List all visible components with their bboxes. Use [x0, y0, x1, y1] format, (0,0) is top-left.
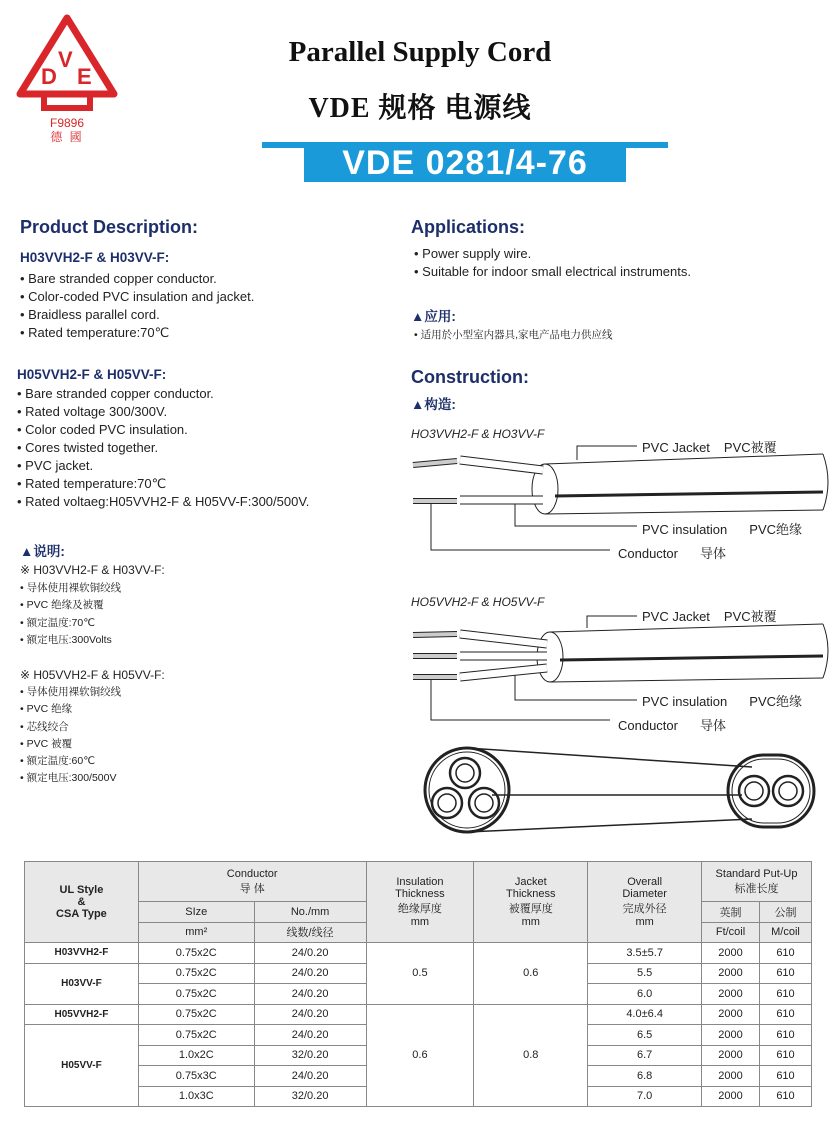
product-description-heading: Product Description: [20, 217, 199, 237]
list-item: • PVC jacket. [17, 458, 94, 473]
diagram2-title: HO5VVH2-F & HO5VV-F [411, 595, 545, 609]
header-insulation: Insulation Thickness 绝缘厚度 mm [366, 862, 474, 943]
cross-section-diagram [412, 745, 822, 845]
list-item: • Rated temperature:70℃ [20, 325, 170, 340]
list-item: • PVC 绝缘 [20, 703, 73, 716]
label-pvc-jacket-1: PVC Jacket PVC被覆 [642, 440, 777, 455]
page-title-cn: VDE 规格 电源线 [308, 93, 532, 124]
table-row: 0.75x3C 24/0.20 6.8 2000 610 [25, 1066, 812, 1087]
list-item: • 额定温度:60℃ [20, 755, 95, 768]
header-jacket: Jacket Thickness 被覆厚度 mm [474, 862, 588, 943]
list-item: • Power supply wire. [414, 246, 532, 261]
table-header-row [25, 862, 812, 902]
header-m: 公制 [759, 902, 811, 923]
diagram1-title: HO3VVH2-F & HO3VV-F [411, 427, 545, 441]
table-row: H03VV-F 0.75x2C 24/0.20 5.5 2000 610 [25, 963, 812, 984]
header-style: UL Style & CSA Type [25, 862, 139, 943]
table-row: 1.0x3C 32/0.20 7.0 2000 610 [25, 1086, 812, 1107]
list-item: • 芯线绞合 [20, 720, 69, 733]
logo-letter-v: V [58, 47, 73, 72]
list-item: • Rated voltage 300/300V. [17, 404, 168, 419]
list-item: • Braidless parallel cord. [20, 307, 160, 322]
list-item: • Suitable for indoor small electrical instruments. [414, 264, 691, 279]
table-row: H05VVH2-F 0.75x2C 24/0.20 0.6 0.8 4.0±6.4 2000 610 [25, 1004, 812, 1025]
list-item: • 导体使用裸软铜绞线 [20, 582, 122, 594]
list-item: • PVC 被覆 [20, 737, 73, 750]
list-item: • 导体使用裸软铜绞线 [20, 686, 122, 698]
list-item: • Rated temperature:70℃ [17, 476, 167, 491]
notes-group2-list [20, 684, 121, 788]
header-ft: 英制 [702, 902, 760, 923]
table-row: H03VVH2-F 0.75x2C 24/0.20 0.5 0.6 3.5±5.7 2000 610 [25, 943, 812, 964]
list-item: • Cores twisted together. [17, 440, 159, 455]
header-size: SIze [138, 902, 254, 923]
list-item: • Rated voltaeg:H05VVH2-F & H05VV-F:300/500V. [17, 494, 310, 509]
applications-list [414, 245, 691, 281]
spec-table [24, 861, 812, 1107]
notes-group1-list [20, 580, 121, 649]
table-row: H05VV-F 0.75x2C 24/0.20 6.5 2000 610 [25, 1025, 812, 1046]
list-item: • Color-coded PVC insulation and jacket. [20, 289, 255, 304]
construction-heading: Construction: [411, 367, 529, 387]
logo-code: F9896 [49, 116, 85, 130]
logo-letter-d: D [41, 64, 57, 89]
header-m-unit: M/coil [759, 922, 811, 943]
logo-subtitle: 德 國 [50, 130, 84, 144]
list-item: • 额定温度:70℃ [20, 616, 95, 629]
construction-cn-heading: ▲构造: [411, 397, 456, 412]
header-putup: Standard Put-Up 标准长度 [702, 862, 812, 902]
list-item: • 适用於小型室内器具,家电产品电力供应线 [414, 329, 613, 341]
label-pvc-insulation-1: PVC insulation PVC绝缘 [642, 522, 803, 537]
label-pvc-insulation-2: PVC insulation PVC绝缘 [642, 694, 803, 709]
label-conductor-1: Conductor 导体 [618, 546, 726, 561]
list-item: • Color coded PVC insulation. [17, 422, 188, 437]
standard-banner: VDE 0281/4-76 [304, 142, 626, 182]
group1-list [20, 270, 254, 342]
notes-cn-heading: ▲说明: [20, 544, 65, 559]
table-row: 0.75x2C 24/0.20 6.0 2000 610 [25, 984, 812, 1005]
header-ft-unit: Ft/coil [702, 922, 760, 943]
page-title: Parallel Supply Cord [288, 36, 552, 68]
applications-heading: Applications: [411, 217, 526, 237]
header-no-cn: 线数/线径 [254, 922, 366, 943]
applications-cn-heading: ▲应用: [411, 309, 456, 324]
group2-list [17, 385, 309, 511]
header-no: No./mm [254, 902, 366, 923]
list-item: • Bare stranded copper conductor. [20, 271, 217, 286]
list-item: • 额定电压:300/500V [20, 772, 117, 785]
label-conductor-2: Conductor 导体 [618, 718, 726, 733]
list-item: • 额定电压:300Volts [20, 633, 112, 646]
header-conductor: Conductor 导 体 [138, 862, 366, 902]
logo-letter-e: E [77, 64, 92, 89]
notes-group1-title: ※ H03VVH2-F & H03VV-F: [20, 563, 165, 577]
list-item: • Bare stranded copper conductor. [17, 386, 214, 401]
label-pvc-jacket-2: PVC Jacket PVC被覆 [642, 609, 777, 624]
table-row: 1.0x2C 32/0.20 6.7 2000 610 [25, 1045, 812, 1066]
group2-title: H05VVH2-F & H05VV-F: [17, 367, 167, 382]
notes-group2-title: ※ H05VVH2-F & H05VV-F: [20, 668, 165, 682]
header-diameter: Overall Diameter 完成外径 mm [588, 862, 702, 943]
list-item: • PVC 绝缘及被覆 [20, 599, 104, 612]
applications-cn-list [414, 327, 613, 344]
group1-title: H03VVH2-F & H03VV-F: [20, 250, 170, 265]
header-size-unit: mm² [138, 922, 254, 943]
